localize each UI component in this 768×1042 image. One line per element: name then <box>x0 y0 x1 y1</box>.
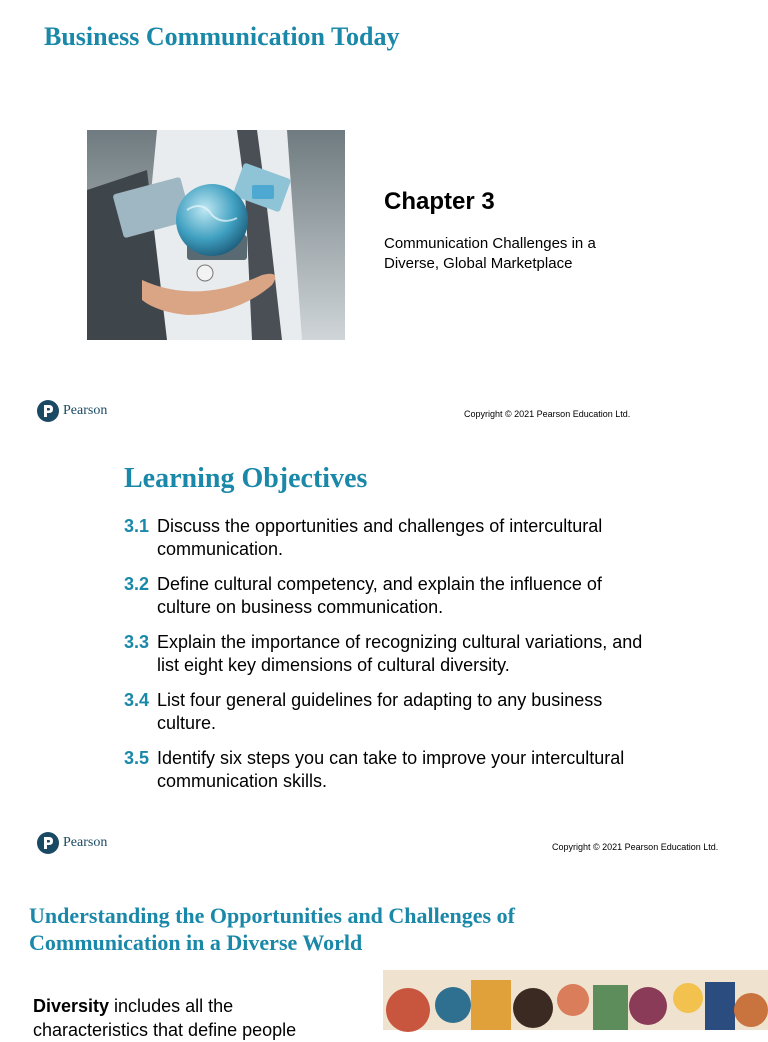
chapter-heading: Chapter 3 <box>384 188 495 215</box>
slide-title: Understanding the Opportunities and Challenges of Communication in a Diverse World <box>29 903 515 955</box>
copyright-text: Copyright © 2021 Pearson Education Ltd. <box>464 409 631 419</box>
diversity-text: includes all the characteristics that define people <box>33 996 297 1040</box>
pearson-wordmark: Pearson <box>63 403 108 418</box>
objective-item <box>124 631 654 677</box>
objective-item <box>124 747 654 793</box>
objective-number: 3.3 <box>124 632 150 652</box>
pearson-logo-icon <box>37 832 59 854</box>
objective-text: Discuss the opportunities and challenges of intercultural communication. <box>157 516 603 559</box>
objective-number: 3.4 <box>124 690 150 710</box>
pearson-logo <box>37 400 107 422</box>
copyright-text: Copyright © 2021 Pearson Education Ltd. <box>552 842 719 852</box>
objective-text: List four general guidelines for adapting to any business culture. <box>157 690 603 733</box>
slide-3 <box>0 866 768 1040</box>
objective-item <box>124 515 654 561</box>
objective-text: Identify six steps you can take to improve your intercultural communication skills. <box>157 748 625 791</box>
objective-text: Define cultural competency, and explain the influence of culture on business communication. <box>157 574 602 617</box>
slide-2 <box>0 433 768 866</box>
objective-item <box>124 689 654 735</box>
objectives-list <box>124 515 654 805</box>
slide-1 <box>0 0 768 433</box>
slide-title: Learning Objectives <box>124 463 368 494</box>
objective-number: 3.2 <box>124 574 150 594</box>
slide-title: Business Communication Today <box>44 22 400 51</box>
objective-item <box>124 573 654 619</box>
pearson-logo-icon <box>37 400 59 422</box>
objective-number: 3.1 <box>124 516 150 536</box>
objective-text: Explain the importance of recognizing cultural variations, and list eight key dimensions of cultural diversity. <box>157 632 643 675</box>
pearson-wordmark: Pearson <box>63 835 108 850</box>
pearson-logo <box>37 832 107 854</box>
diversity-definition <box>33 994 333 1042</box>
diversity-term: Diversity <box>33 996 110 1016</box>
objective-number: 3.5 <box>124 748 150 768</box>
diverse-people-illustration-icon <box>383 970 768 1030</box>
chapter-subtitle: Communication Challenges in a Diverse, Global Marketplace <box>384 235 596 272</box>
hand-globe-photo-icon <box>87 130 345 340</box>
